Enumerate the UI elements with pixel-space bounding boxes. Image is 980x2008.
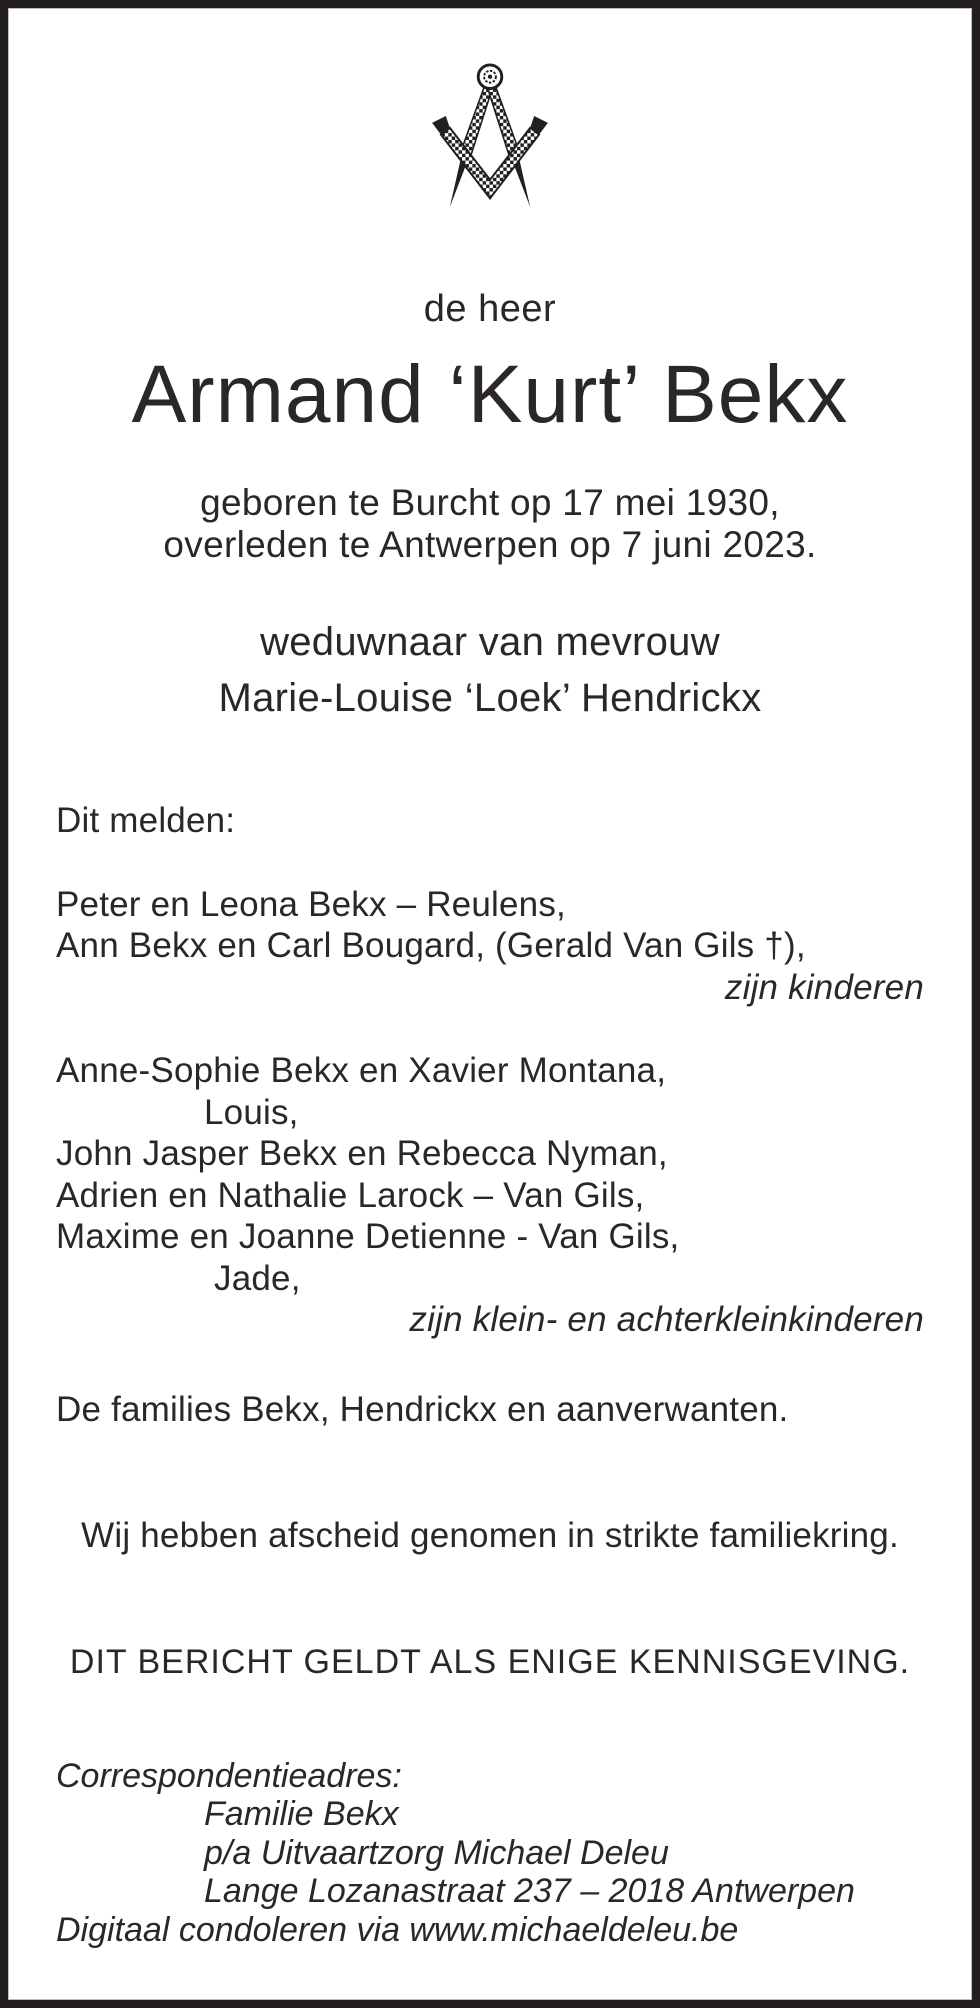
salutation: de heer [423, 288, 557, 330]
widower-line-1: weduwnaar van mevrouw [260, 620, 720, 664]
children-block [56, 884, 924, 1009]
online-condolence-line: Digitaal condoleren via www.michaeldeleu.be [56, 1910, 739, 1949]
death-line: overleden te Antwerpen op 7 juni 2023. [163, 524, 817, 565]
announcement-intro: Dit melden: [56, 801, 236, 840]
correspondence-block [56, 1757, 924, 1949]
notice-line: DIT BERICHT GELDT ALS ENIGE KENNISGEVING. [69, 1642, 911, 1681]
widower-block [56, 614, 924, 726]
grandchildren-block [56, 1050, 924, 1341]
correspondence-line: p/a Uitvaartzorg Michael Deleu [204, 1833, 669, 1872]
birth-line: geboren te Burcht op 17 mei 1930, [200, 482, 780, 523]
family-line: John Jasper Bekx en Rebecca Nyman, [56, 1134, 668, 1173]
correspondence-line: Familie Bekx [204, 1795, 399, 1834]
family-line: Louis, [204, 1092, 299, 1132]
deceased-name: Armand ‘Kurt’ Bekx [131, 349, 849, 440]
emblem-container [56, 60, 924, 218]
family-line: Peter en Leona Bekx – Reulens, [56, 884, 566, 924]
widower-line-2: Marie-Louise ‘Loek’ Hendrickx [218, 676, 762, 720]
correspondence-label: Correspondentieadres: [56, 1757, 402, 1795]
family-line: Maxime en Joanne Detienne - Van Gils, [56, 1217, 680, 1256]
family-line: Ann Bekx en Carl Bougard, (Gerald Van Gils †), [56, 926, 806, 965]
grandchildren-label: zijn klein- en achterkleinkinderen [409, 1300, 924, 1339]
children-label: zijn kinderen [724, 967, 924, 1007]
farewell-line: Wij hebben afscheid genomen in strikte familiekring. [81, 1516, 899, 1555]
family-line: Anne-Sophie Bekx en Xavier Montana, [56, 1051, 667, 1090]
masonic-square-and-compasses-icon [431, 61, 549, 218]
family-line: Jade, [214, 1258, 301, 1298]
family-line: Adrien en Nathalie Larock – Van Gils, [56, 1175, 645, 1215]
correspondence-line: Lange Lozanastraat 237 – 2018 Antwerpen [204, 1872, 855, 1911]
families-line: De families Bekx, Hendrickx en aanverwanten. [56, 1389, 789, 1429]
birth-death-block [56, 482, 924, 566]
